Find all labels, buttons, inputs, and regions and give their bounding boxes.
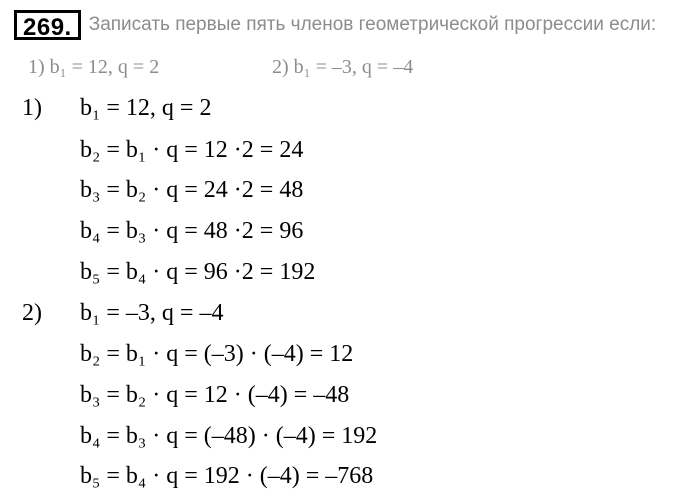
part-2-label: 2) — [22, 300, 42, 326]
part-1-condition: b₁ = 12, q = 2 — [80, 95, 212, 121]
problem-number-box: 269. — [14, 10, 81, 40]
problem-statement: Записать первые пять членов геометрической прогрессии если: — [88, 14, 657, 35]
part-1-step-b4: b₄ = b₃ · q = 48 ·2 = 96 — [80, 218, 304, 244]
part-2-condition: b₁ = –3, q = –4 — [80, 300, 224, 326]
part-2-step-b4: b₄ = b₃ · q = (–48) · (–4) = 192 — [80, 423, 378, 449]
problem-header — [14, 10, 656, 40]
given-condition-1: 1) b₁ = 12, q = 2 — [28, 56, 160, 78]
part-1-step-b5: b₅ = b₄ · q = 96 ·2 = 192 — [80, 259, 316, 285]
part-2-step-b3: b₃ = b₂ · q = 12 · (–4) = –48 — [80, 382, 350, 408]
part-1-step-b3: b₃ = b₂ · q = 24 ·2 = 48 — [80, 177, 304, 203]
part-1-step-b2: b₂ = b₁ · q = 12 ·2 = 24 — [80, 137, 304, 163]
part-2-step-b5: b₅ = b₄ · q = 192 · (–4) = –768 — [80, 463, 374, 489]
given-condition-2: 2) b₁ = –3, q = –4 — [272, 56, 414, 78]
part-2-step-b2: b₂ = b₁ · q = (–3) · (–4) = 12 — [80, 341, 354, 367]
part-1-label: 1) — [22, 95, 42, 121]
